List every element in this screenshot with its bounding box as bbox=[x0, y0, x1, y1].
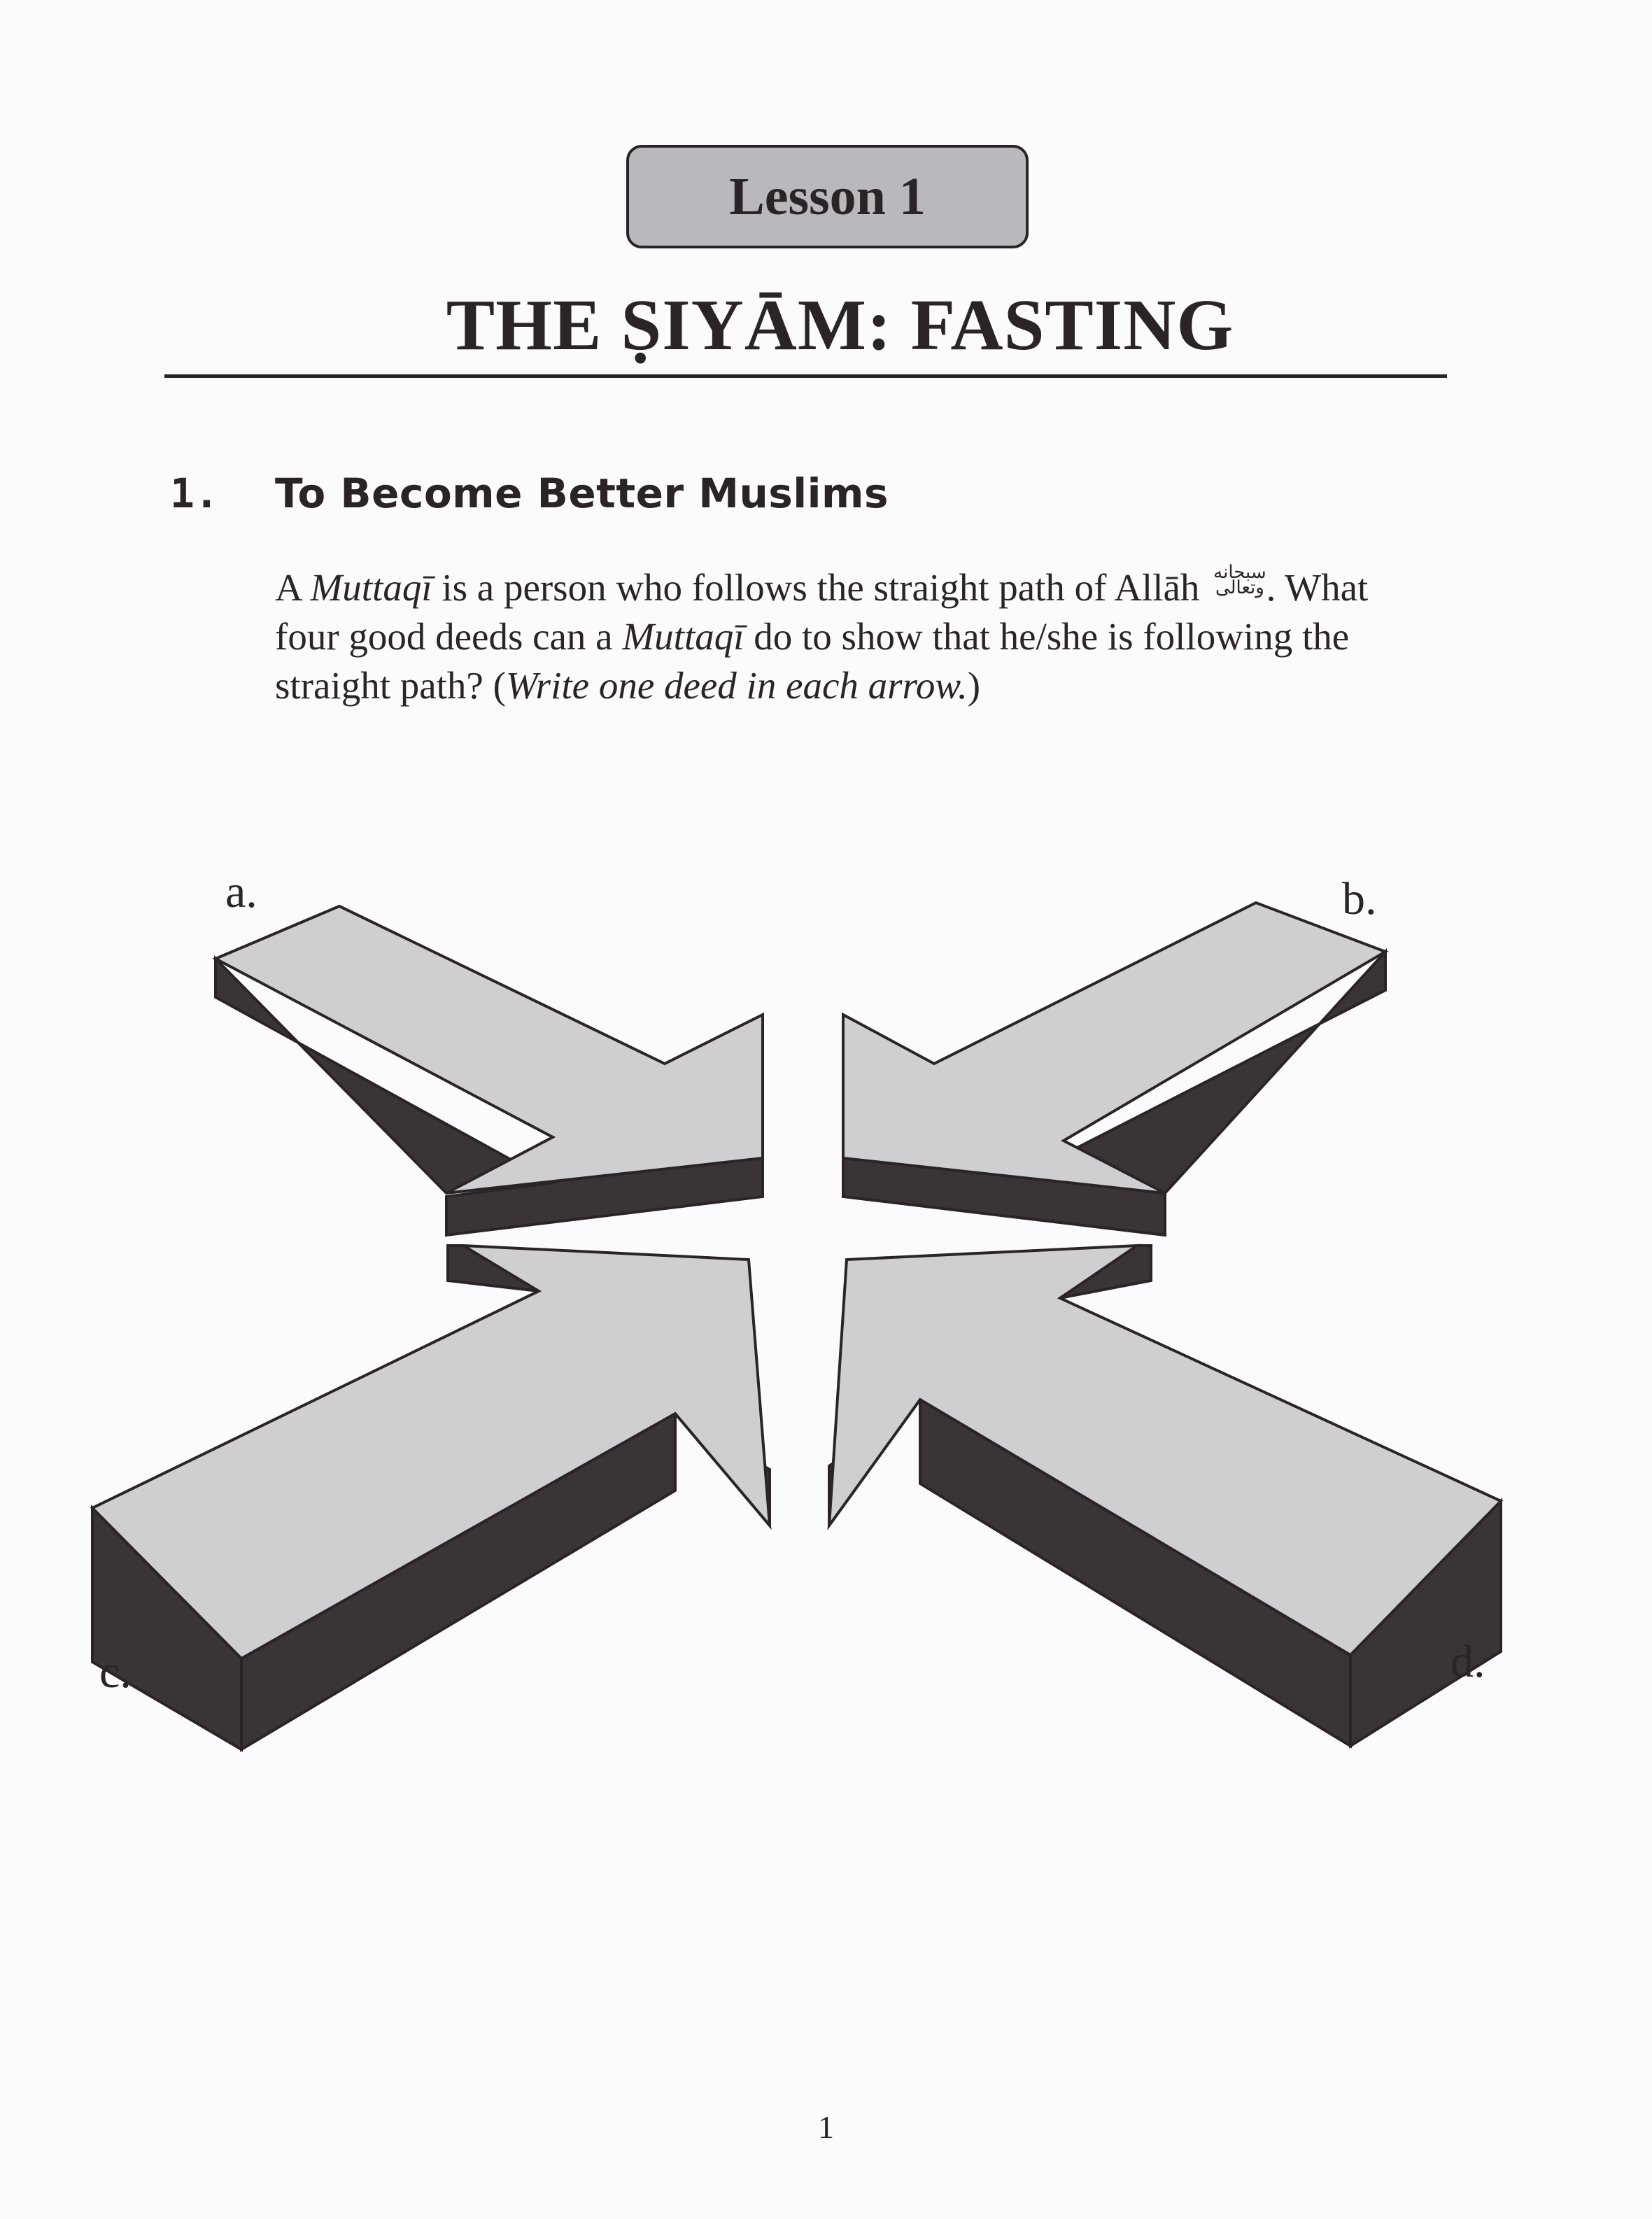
term-muttaqi: Muttaqī bbox=[622, 615, 744, 658]
honorific-top: سبحانه bbox=[1213, 562, 1266, 582]
page-number: 1 bbox=[818, 2109, 834, 2145]
text-run: A bbox=[275, 566, 311, 609]
arrow-d[interactable] bbox=[829, 1246, 1501, 1746]
arrow-a[interactable] bbox=[216, 906, 763, 1235]
arrow-label-a: a. bbox=[225, 866, 257, 917]
text-run: . What bbox=[1266, 566, 1369, 609]
text-run: is a person who follows the straight path of Allāh bbox=[432, 566, 1210, 609]
page-title: THE ṢIYĀM: FASTING bbox=[446, 285, 1234, 365]
text-run: do to show that he/she is following the bbox=[744, 615, 1350, 658]
arrow-label-d: d. bbox=[1450, 1636, 1485, 1687]
text-run: ) bbox=[967, 664, 981, 707]
term-muttaqi: Muttaqī bbox=[310, 566, 432, 609]
arrow-c[interactable] bbox=[92, 1246, 770, 1749]
lesson-badge: Lesson 1 bbox=[626, 145, 1029, 248]
arrow-label-c: c. bbox=[99, 1647, 132, 1698]
section-number: 1. bbox=[170, 470, 219, 517]
instruction-italic: Write one deed in each arrow. bbox=[505, 664, 968, 707]
arrow-label-b: b. bbox=[1342, 873, 1377, 924]
arrow-b[interactable] bbox=[843, 903, 1385, 1235]
text-run: straight path? ( bbox=[275, 664, 506, 707]
honorific-bottom: وتعالى bbox=[1215, 577, 1264, 598]
section-heading: To Become Better Muslims bbox=[275, 470, 889, 517]
text-run: four good deeds can a bbox=[275, 615, 623, 658]
